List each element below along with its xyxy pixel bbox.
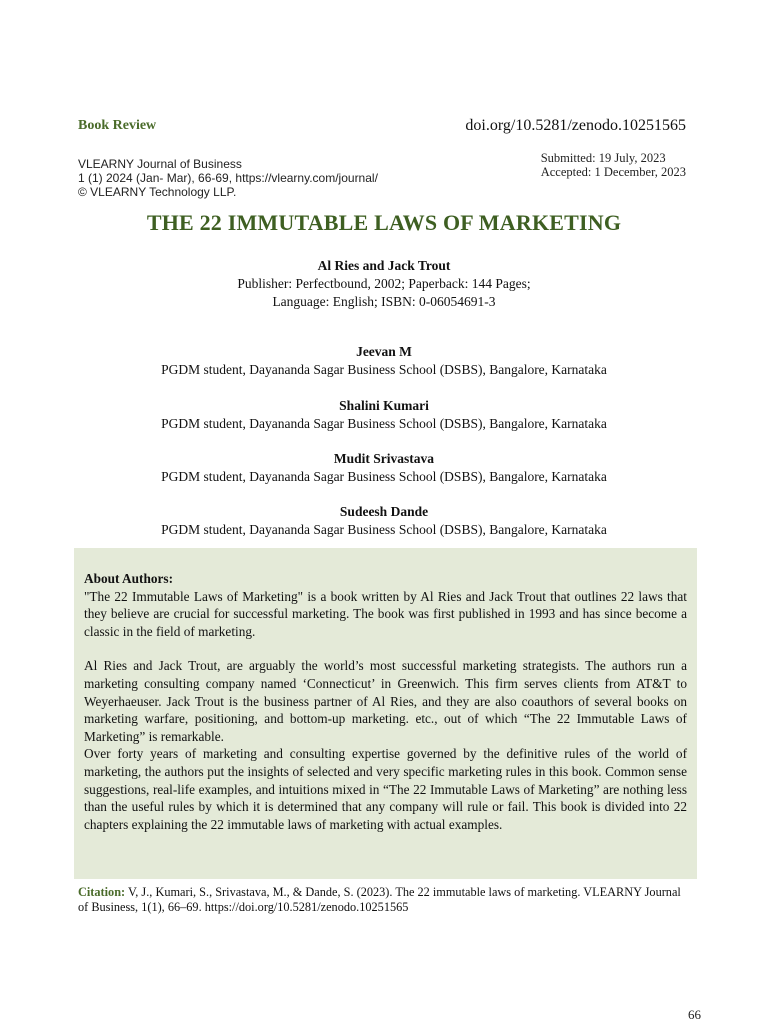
author-affiliation: PGDM student, Dayananda Sagar Business School (DSBS), Bangalore, Karnataka (161, 469, 607, 484)
author-affiliation: PGDM student, Dayananda Sagar Business School (DSBS), Bangalore, Karnataka (161, 416, 607, 431)
journal-issue: 1 (1) 2024 (Jan- Mar), 66-69, https://vlearny.com/journal/ (78, 171, 378, 185)
about-paragraph-2: Al Ries and Jack Trout, are arguably the world’s most successful marketing strategists. The authors run a marketing consulting company named ‘Connecticut’ in Greenwich. This firm serves clients from AT&T to Weyerhaeuser. Jack Trout is the business partner of Al Ries, and they are also coauthors of several books on marketing warfare, positioning, and bottom-up marketing. etc., out of which “The 22 Immutable Laws of Marketing” is remarkable. (84, 658, 687, 744)
language-line: Language: English; ISBN: 0-06054691-3 (272, 294, 496, 309)
citation-text: V, J., Kumari, S., Srivastava, M., & Dande, S. (2023). The 22 immutable laws of marketing. VLEARNY Journal of Business, 1(1), 66–69. https://doi.org/10.5281/zenodo.10251565 (78, 885, 681, 914)
page-number: 66 (688, 1007, 701, 1022)
author-name: Mudit Srivastava (333, 451, 435, 466)
journal-info (78, 157, 378, 199)
about-authors-box (74, 548, 697, 879)
review-author (0, 450, 768, 486)
paragraph-spacer (84, 640, 687, 657)
about-heading: About Authors: (84, 571, 174, 586)
section-label: Book Review (78, 118, 157, 133)
author-name: Shalini Kumari (339, 398, 429, 413)
citation (78, 885, 690, 915)
accepted-date: Accepted: 1 December, 2023 (540, 165, 686, 179)
submitted-date: Submitted: 19 July, 2023 (540, 151, 666, 165)
review-author (0, 343, 768, 379)
about-paragraph-1: "The 22 Immutable Laws of Marketing" is a book written by Al Ries and Jack Trout that outlines 22 laws that they believe are crucial for successful marketing. The book was first published in 1993 and has since become a classic in the field of marketing. (84, 588, 687, 639)
author-name: Jeevan M (356, 344, 412, 359)
about-paragraph-3: Over forty years of marketing and consulting expertise governed by the definitive rules of the world of marketing, the authors put the insights of selected and very specific marketing rules in this book. Common sense suggestions, real-life examples, and intuitions mixed in “The 22 Immutable Laws of Marketing” are nothing less than the useful rules by which it is determined that any company will rule or fail. This book is divided into 22 chapters explaining the 22 immutable laws of marketing with actual examples. (84, 746, 687, 832)
publisher-line: Publisher: Perfectbound, 2002; Paperback: 144 Pages; (237, 276, 531, 291)
page-title: THE 22 IMMUTABLE LAWS OF MARKETING (146, 210, 622, 235)
journal-copyright: © VLEARNY Technology LLP. (78, 185, 237, 199)
author-affiliation: PGDM student, Dayananda Sagar Business School (DSBS), Bangalore, Karnataka (161, 522, 607, 537)
review-author (0, 397, 768, 433)
citation-label: Citation: (78, 885, 126, 899)
book-authors: Al Ries and Jack Trout (317, 258, 451, 273)
author-affiliation: PGDM student, Dayananda Sagar Business School (DSBS), Bangalore, Karnataka (161, 362, 607, 377)
submission-dates (541, 151, 686, 179)
author-name: Sudeesh Dande (339, 504, 429, 519)
journal-name: VLEARNY Journal of Business (78, 157, 242, 171)
review-author (0, 503, 768, 539)
book-info (0, 257, 768, 311)
doi-link[interactable]: doi.org/10.5281/zenodo.10251565 (465, 117, 686, 134)
